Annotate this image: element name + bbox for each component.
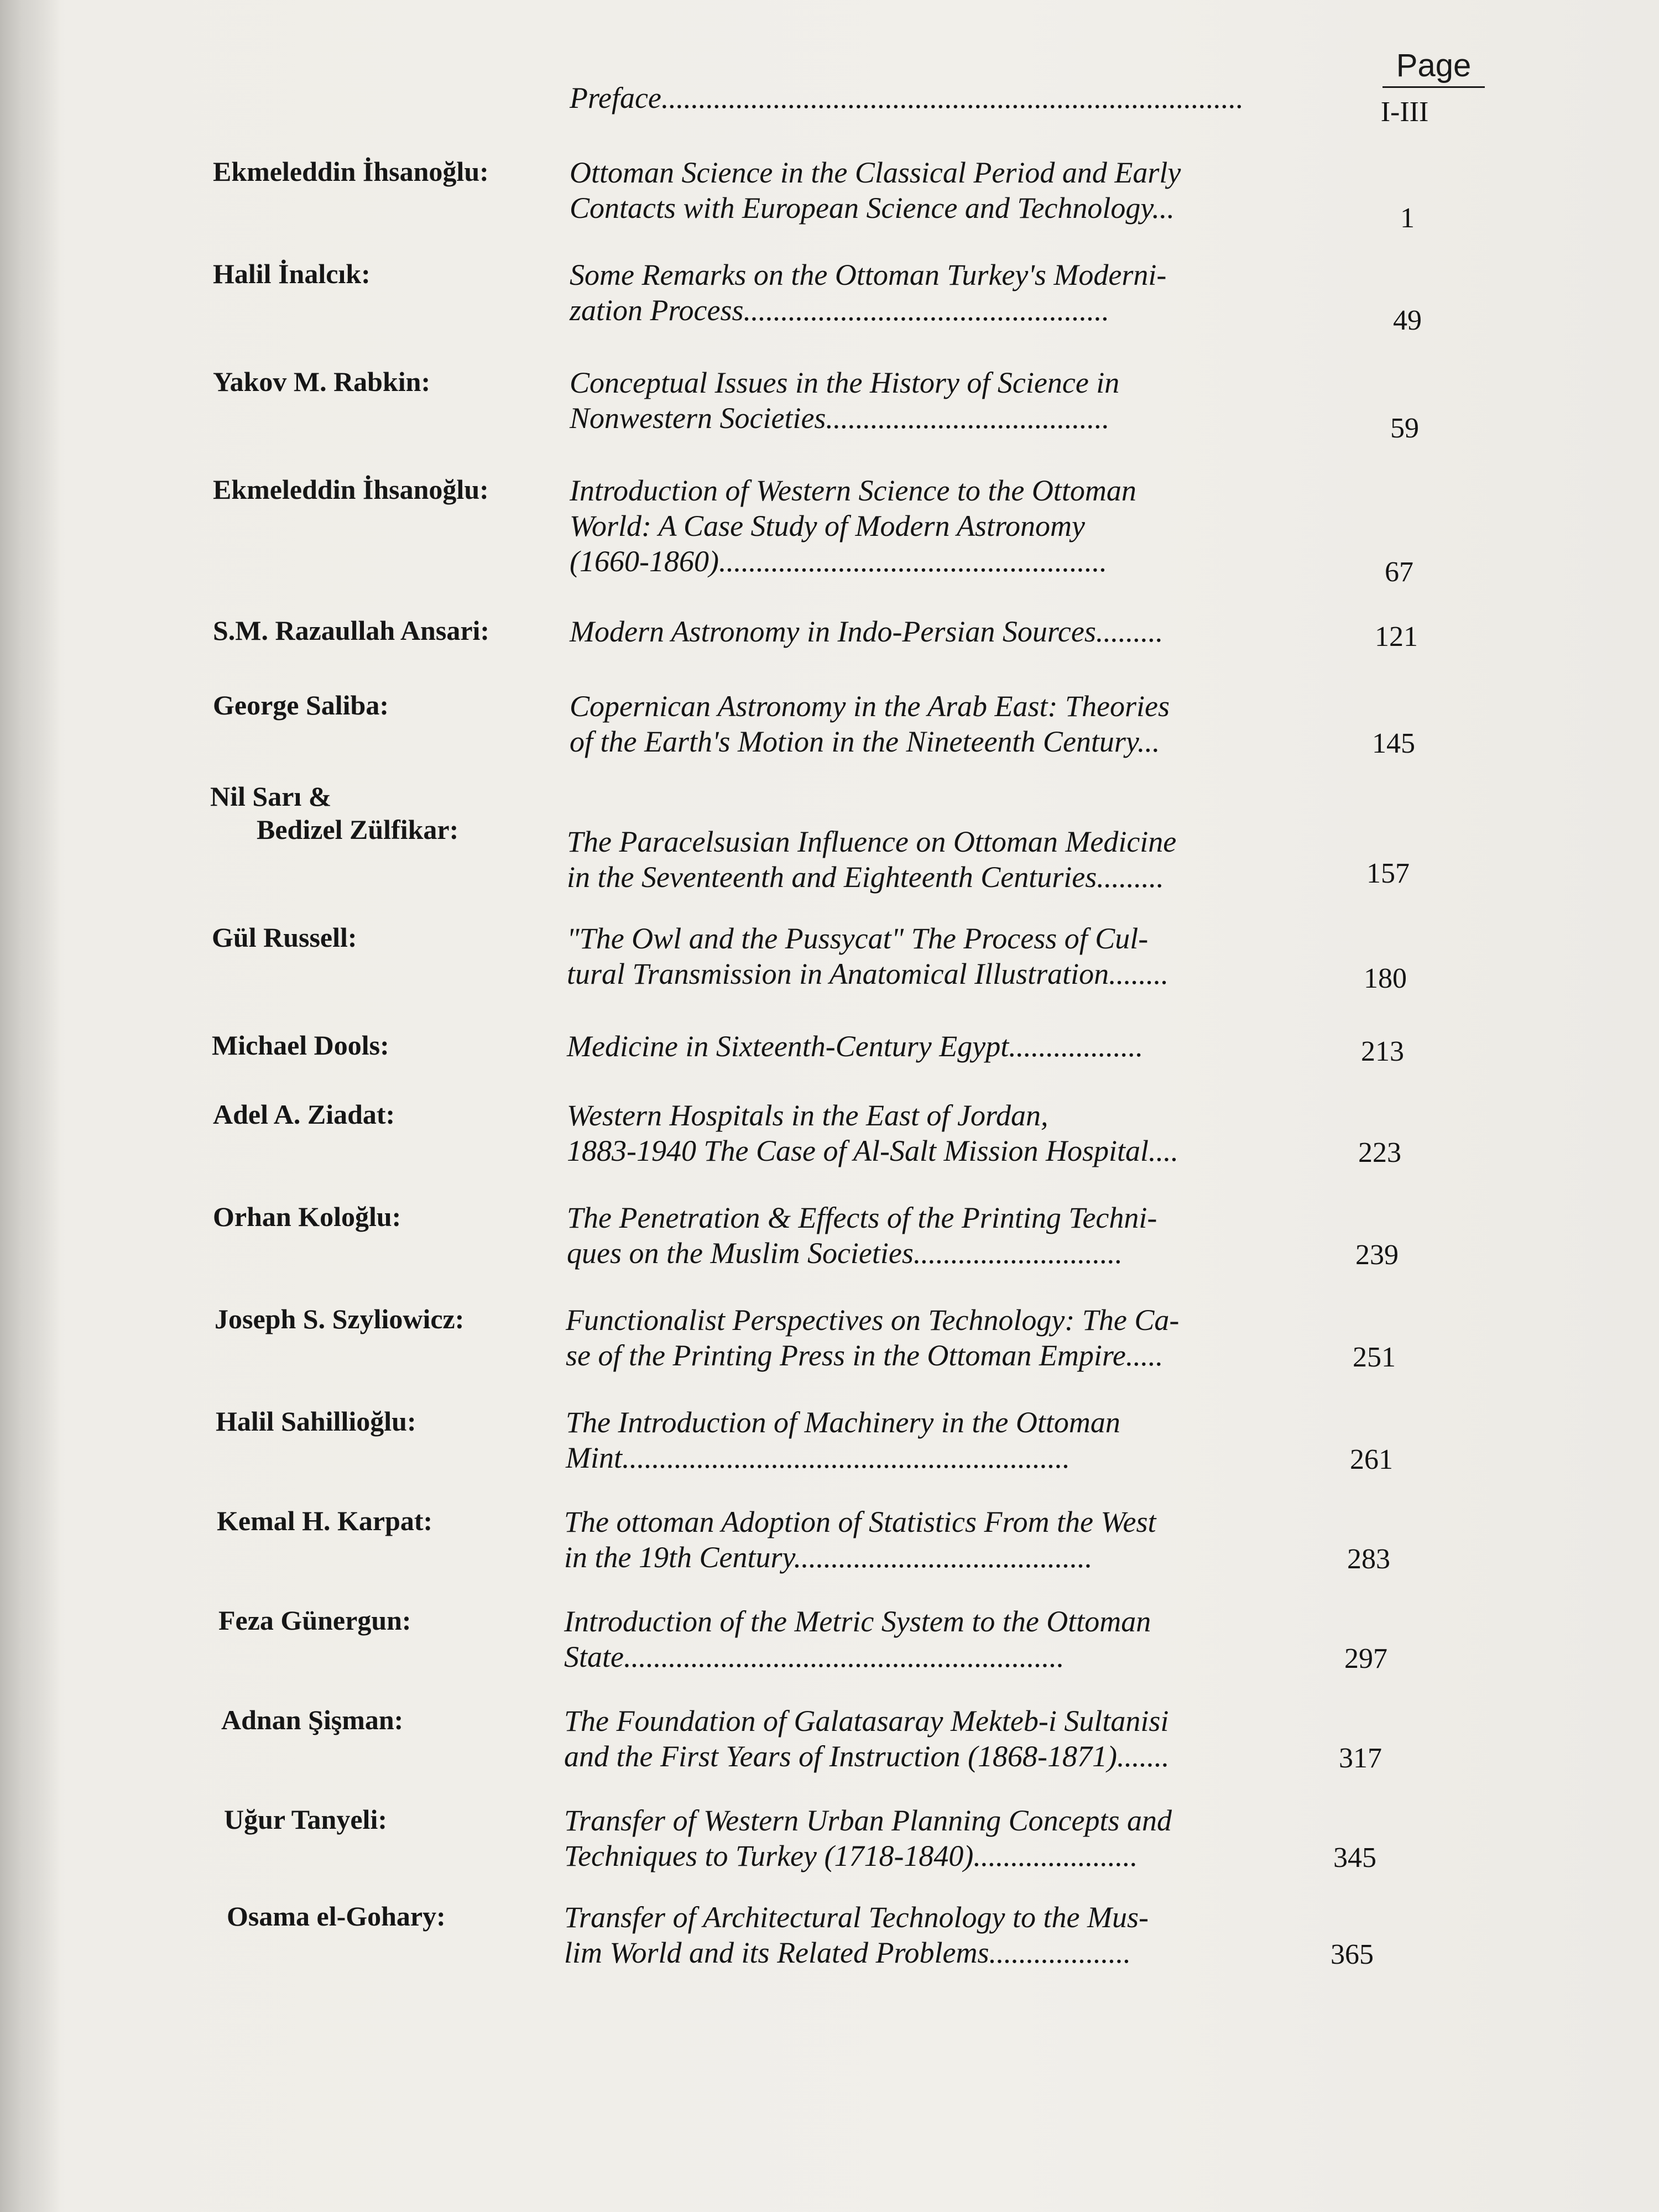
- toc-author: [213, 614, 489, 647]
- toc-page-number[interactable]: 223: [1358, 1137, 1401, 1168]
- toc-page-number[interactable]: 213: [1361, 1036, 1404, 1067]
- toc-title-line: Some Remarks on the Ottoman Turkey's Moderni-: [570, 258, 1167, 291]
- toc-title-line: Nonwestern Societies......................................: [570, 401, 1110, 435]
- toc-author-name: Uğur Tanyeli:: [224, 1804, 387, 1835]
- toc-author: [215, 1302, 464, 1335]
- toc-author-name: Ekmeleddin İhsanoğlu:: [213, 156, 489, 187]
- toc-author: [213, 473, 489, 506]
- toc-title-line: 1883-1940 The Case of Al-Salt Mission Hospital....: [567, 1134, 1179, 1167]
- toc-title[interactable]: [570, 155, 1181, 226]
- toc-title-line: "The Owl and the Pussycat" The Process of Cul-: [567, 922, 1149, 955]
- toc-title[interactable]: [564, 1703, 1170, 1774]
- toc-title[interactable]: [570, 365, 1119, 436]
- toc-title[interactable]: [567, 1200, 1157, 1271]
- toc-title-line: Western Hospitals in the East of Jordan,: [567, 1099, 1048, 1132]
- toc-page-number[interactable]: 49: [1393, 305, 1422, 336]
- toc-title-line: The ottoman Adoption of Statistics From the West: [564, 1505, 1156, 1538]
- toc-page-number[interactable]: 251: [1353, 1342, 1396, 1373]
- toc-title-line: (1660-1860)....................................................: [570, 545, 1107, 578]
- toc-author: [213, 1200, 401, 1233]
- toc-author: [212, 1029, 389, 1062]
- toc-author: [213, 688, 389, 722]
- toc-page-number[interactable]: 145: [1372, 728, 1415, 759]
- toc-title-line: Mint............................................................: [566, 1441, 1070, 1474]
- toc-page-number[interactable]: 283: [1347, 1543, 1390, 1575]
- toc-title-line: State...........................................................: [564, 1640, 1065, 1673]
- toc-page-number[interactable]: 67: [1385, 556, 1413, 588]
- toc-author: [210, 780, 458, 846]
- toc-title[interactable]: [567, 1098, 1178, 1168]
- toc-author-name: George Saliba:: [213, 690, 389, 721]
- toc-title-line: se of the Printing Press in the Ottoman Empire.....: [566, 1339, 1164, 1372]
- toc-page-number[interactable]: 317: [1339, 1743, 1382, 1774]
- toc-author-name: Adnan Şişman:: [221, 1704, 404, 1735]
- toc-title-line: Introduction of Western Science to the Ottoman: [570, 474, 1136, 507]
- binding-shadow: [0, 0, 61, 2212]
- toc-title-line: Introduction of the Metric System to the Ottoman: [564, 1605, 1151, 1638]
- toc-title-line: Contacts with European Science and Technology...: [570, 191, 1175, 225]
- toc-title-line: World: A Case Study of Modern Astronomy: [570, 509, 1086, 542]
- toc-author-name: Yakov M. Rabkin:: [213, 366, 431, 397]
- toc-title-line: The Foundation of Galatasaray Mekteb-i Sultanisi: [564, 1704, 1169, 1738]
- toc-title-line: The Penetration & Effects of the Printing Techni-: [567, 1201, 1157, 1234]
- toc-author-name: Ekmeleddin İhsanoğlu:: [213, 474, 489, 505]
- toc-author-name: S.M. Razaullah Ansari:: [213, 615, 490, 646]
- toc-author-name: Halil İnalcık:: [213, 258, 371, 289]
- toc-author-name: Joseph S. Szyliowicz:: [215, 1303, 465, 1334]
- toc-title[interactable]: [570, 257, 1166, 328]
- toc-author-name: Osama el-Gohary:: [227, 1901, 446, 1932]
- toc-page-number[interactable]: 365: [1331, 1939, 1374, 1970]
- toc-author-name: Gül Russell:: [212, 922, 357, 953]
- toc-title-line: tural Transmission in Anatomical Illustration........: [567, 957, 1169, 990]
- toc-title-line: The Introduction of Machinery in the Ottoman: [566, 1406, 1120, 1439]
- toc-title-line: Preface..............................................................................: [570, 81, 1244, 114]
- toc-title-line: Modern Astronomy in Indo-Persian Sources.........: [570, 615, 1164, 648]
- toc-author: [213, 155, 489, 188]
- toc-page-number[interactable]: 157: [1366, 858, 1410, 889]
- toc-title[interactable]: [564, 1604, 1151, 1674]
- toc-page-number[interactable]: 239: [1355, 1239, 1399, 1271]
- toc-author-name: Michael Dools:: [212, 1030, 389, 1061]
- toc-author-name-second: Bedizel Zülfikar:: [257, 814, 459, 845]
- toc-title[interactable]: [567, 1029, 1143, 1064]
- toc-title-line: and the First Years of Instruction (1868-1871).......: [564, 1740, 1170, 1773]
- toc-author-name: Adel A. Ziadat:: [213, 1099, 395, 1130]
- toc-title-line: lim World and its Related Problems...................: [564, 1936, 1131, 1969]
- toc-title[interactable]: [564, 1504, 1156, 1575]
- toc-author-name: Orhan Koloğlu:: [213, 1201, 401, 1232]
- toc-author: [224, 1803, 387, 1836]
- toc-author: [212, 921, 357, 954]
- toc-page-number[interactable]: 297: [1344, 1643, 1387, 1674]
- toc-title-line: in the Seventeenth and Eighteenth Centuries.........: [567, 860, 1164, 894]
- toc-title[interactable]: [570, 614, 1163, 649]
- toc-title[interactable]: [567, 824, 1176, 895]
- toc-title-line: Medicine in Sixteenth-Century Egypt..................: [567, 1030, 1144, 1063]
- toc-page-number[interactable]: 59: [1390, 413, 1419, 444]
- toc-page-number[interactable]: 1: [1400, 202, 1415, 234]
- toc-title[interactable]: [564, 1803, 1172, 1874]
- toc-page-number[interactable]: I-III: [1380, 96, 1429, 128]
- toc-author: [227, 1900, 446, 1933]
- toc-author-name: Nil Sarı &: [210, 781, 332, 812]
- toc-page-number[interactable]: 180: [1364, 963, 1407, 994]
- toc-author: [213, 1098, 395, 1131]
- toc-title[interactable]: [567, 921, 1168, 992]
- toc-author-name: Halil Sahillioğlu:: [216, 1406, 416, 1437]
- toc-author: [216, 1405, 416, 1438]
- toc-author: [213, 257, 371, 290]
- toc-title[interactable]: [566, 1405, 1120, 1475]
- toc-author: [217, 1504, 432, 1537]
- toc-page-number[interactable]: 261: [1350, 1444, 1393, 1475]
- toc-title[interactable]: [570, 80, 1244, 116]
- toc-title-line: The Paracelsusian Influence on Ottoman Medicine: [567, 825, 1177, 858]
- toc-title-line: Copernican Astronomy in the Arab East: Theories: [570, 690, 1170, 723]
- toc-title-line: Ottoman Science in the Classical Period and Early: [570, 156, 1181, 189]
- toc-title-line: Transfer of Architectural Technology to the Mus-: [564, 1901, 1149, 1934]
- toc-title-line: Techniques to Turkey (1718-1840)......................: [564, 1839, 1138, 1872]
- toc-title[interactable]: [570, 688, 1170, 759]
- toc-title-line: Transfer of Western Urban Planning Concepts and: [564, 1804, 1172, 1837]
- toc-author: [213, 365, 430, 398]
- toc-author-name: Feza Günergun:: [218, 1605, 411, 1636]
- toc-page-number[interactable]: 121: [1375, 621, 1418, 653]
- toc-title[interactable]: [566, 1302, 1179, 1373]
- toc-author: [221, 1703, 403, 1736]
- toc-title[interactable]: [570, 473, 1136, 579]
- toc-title-line: Conceptual Issues in the History of Science in: [570, 366, 1120, 399]
- toc-page-number[interactable]: 345: [1333, 1842, 1376, 1874]
- toc-title-line: in the 19th Century........................................: [564, 1541, 1093, 1574]
- toc-title-line: of the Earth's Motion in the Nineteenth Century...: [570, 725, 1160, 758]
- toc-title-line: zation Process.................................................: [570, 294, 1109, 327]
- toc-author: [218, 1604, 411, 1637]
- toc-title-line: ques on the Muslim Societies............................: [567, 1237, 1123, 1270]
- toc-title-line: Functionalist Perspectives on Technology: The Ca-: [566, 1303, 1180, 1337]
- toc-author-name: Kemal H. Karpat:: [217, 1505, 433, 1536]
- toc-title[interactable]: [564, 1900, 1149, 1970]
- page-column-header: Page: [1383, 47, 1485, 88]
